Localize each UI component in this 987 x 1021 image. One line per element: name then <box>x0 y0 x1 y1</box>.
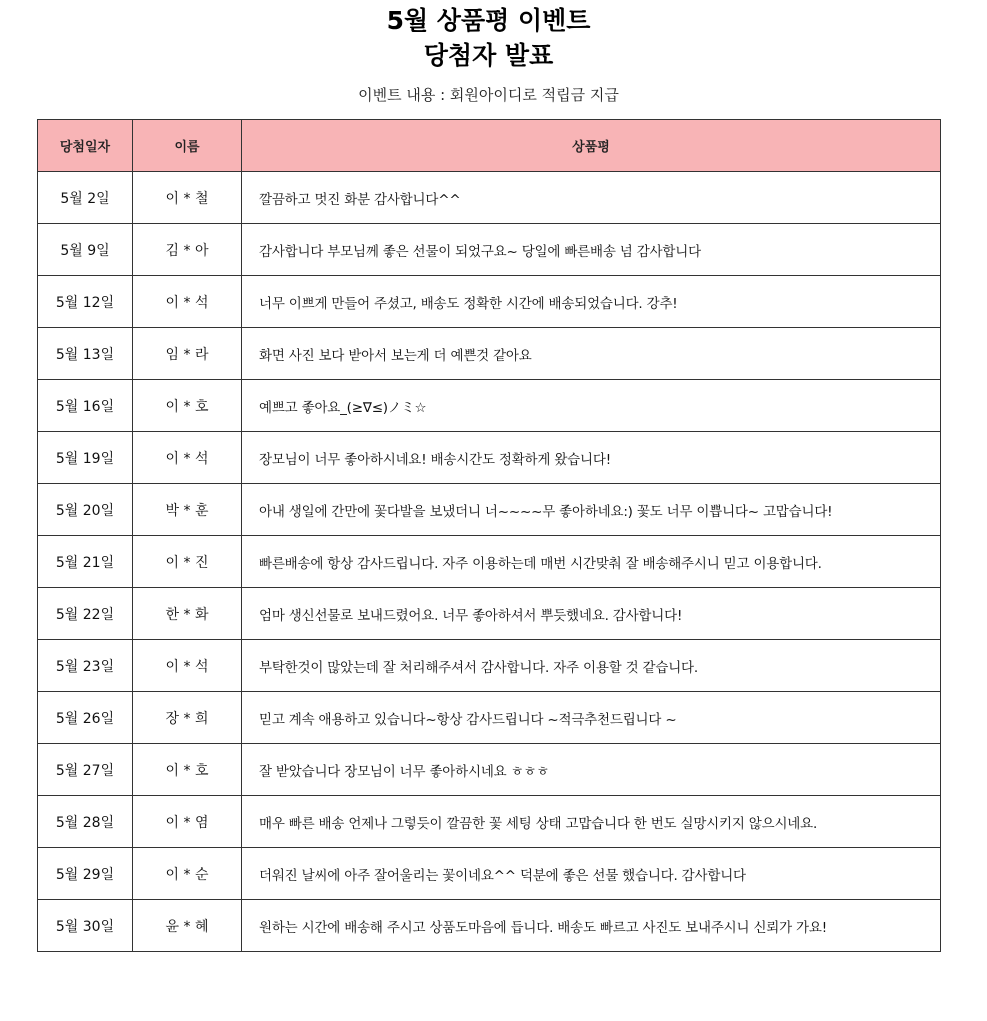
review-text-cell: 더워진 날씨에 아주 잘어울리는 꽃이네요^^ 덕분에 좋은 선물 했습니다. 감사합니다 <box>242 848 941 900</box>
table-row <box>38 536 941 588</box>
event-description: 이벤트 내용 : 회원아이디로 적립금 지급 <box>358 86 619 104</box>
table-row <box>38 640 941 692</box>
table-row <box>38 432 941 484</box>
table-row <box>38 328 941 380</box>
winner-name-cell: 윤 * 혜 <box>133 900 242 952</box>
winner-name-cell: 이 * 호 <box>133 744 242 796</box>
winner-name-cell: 한 * 화 <box>133 588 242 640</box>
review-text-cell: 예쁘고 좋아요_(≥∇≤)ノミ☆ <box>242 380 941 432</box>
review-text-cell: 믿고 계속 애용하고 있습니다~항상 감사드립니다 ~적극추천드립니다 ~ <box>242 692 941 744</box>
winner-name-cell: 이 * 순 <box>133 848 242 900</box>
table-row <box>38 224 941 276</box>
review-text-cell: 깔끔하고 멋진 화분 감사합니다^^ <box>242 172 941 224</box>
column-header-review: 상품평 <box>242 120 941 172</box>
winner-name-cell: 이 * 호 <box>133 380 242 432</box>
table-row <box>38 796 941 848</box>
winner-date-cell: 5월 29일 <box>38 848 133 900</box>
winner-date-cell: 5월 12일 <box>38 276 133 328</box>
review-text-cell: 감사합니다 부모님께 좋은 선물이 되었구요~ 당일에 빠른배송 넘 감사합니다 <box>242 224 941 276</box>
winner-date-cell: 5월 9일 <box>38 224 133 276</box>
table-row <box>38 276 941 328</box>
winner-date-cell: 5월 28일 <box>38 796 133 848</box>
review-text-cell: 너무 이쁘게 만들어 주셨고, 배송도 정확한 시간에 배송되었습니다. 강추! <box>242 276 941 328</box>
column-header-date: 당첨일자 <box>38 120 133 172</box>
winner-date-cell: 5월 23일 <box>38 640 133 692</box>
winners-table <box>37 119 941 952</box>
winner-name-cell: 박 * 훈 <box>133 484 242 536</box>
winner-date-cell: 5월 20일 <box>38 484 133 536</box>
winner-name-cell: 장 * 희 <box>133 692 242 744</box>
table-row <box>38 900 941 952</box>
review-text-cell: 빠른배송에 항상 감사드립니다. 자주 이용하는데 매번 시간맞춰 잘 배송해주시니 믿고 이용합니다. <box>242 536 941 588</box>
table-body <box>38 172 941 952</box>
table-header-row <box>38 120 941 172</box>
table-row <box>38 380 941 432</box>
winner-date-cell: 5월 2일 <box>38 172 133 224</box>
review-text-cell: 잘 받았습니다 장모님이 너무 좋아하시네요 ㅎㅎㅎ <box>242 744 941 796</box>
table-row <box>38 588 941 640</box>
review-text-cell: 장모님이 너무 좋아하시네요! 배송시간도 정확하게 왔습니다! <box>242 432 941 484</box>
review-text-cell: 매우 빠른 배송 언제나 그렇듯이 깔끔한 꽃 세팅 상태 고맙습니다 한 번도 실망시키지 않으시네요. <box>242 796 941 848</box>
table-row <box>38 484 941 536</box>
table-row <box>38 848 941 900</box>
table-row <box>38 744 941 796</box>
winner-name-cell: 이 * 염 <box>133 796 242 848</box>
winner-name-cell: 이 * 진 <box>133 536 242 588</box>
winner-date-cell: 5월 27일 <box>38 744 133 796</box>
winner-date-cell: 5월 26일 <box>38 692 133 744</box>
review-text-cell: 엄마 생신선물로 보내드렸어요. 너무 좋아하셔서 뿌듯했네요. 감사합니다! <box>242 588 941 640</box>
page-title: 5월 상품평 이벤트 <box>386 6 591 35</box>
winner-date-cell: 5월 13일 <box>38 328 133 380</box>
winner-name-cell: 임 * 라 <box>133 328 242 380</box>
winner-name-cell: 이 * 석 <box>133 276 242 328</box>
winner-date-cell: 5월 22일 <box>38 588 133 640</box>
winner-date-cell: 5월 30일 <box>38 900 133 952</box>
review-text-cell: 아내 생일에 간만에 꽃다발을 보냈더니 너~~~~무 좋아하네요:) 꽃도 너무 이쁩니다~ 고맙습니다! <box>242 484 941 536</box>
winner-name-cell: 이 * 석 <box>133 640 242 692</box>
review-text-cell: 부탁한것이 많았는데 잘 처리해주셔서 감사합니다. 자주 이용할 것 같습니다. <box>242 640 941 692</box>
winner-date-cell: 5월 16일 <box>38 380 133 432</box>
review-text-cell: 화면 사진 보다 받아서 보는게 더 예쁜것 같아요 <box>242 328 941 380</box>
winner-date-cell: 5월 21일 <box>38 536 133 588</box>
review-text-cell: 원하는 시간에 배송해 주시고 상품도마음에 듭니다. 배송도 빠르고 사진도 보내주시니 신뢰가 가요! <box>242 900 941 952</box>
winner-name-cell: 김 * 아 <box>133 224 242 276</box>
winner-name-cell: 이 * 철 <box>133 172 242 224</box>
winner-name-cell: 이 * 석 <box>133 432 242 484</box>
winner-date-cell: 5월 19일 <box>38 432 133 484</box>
page-title-line2: 당첨자 발표 <box>423 41 554 70</box>
column-header-name: 이름 <box>133 120 242 172</box>
table-row <box>38 172 941 224</box>
table-row <box>38 692 941 744</box>
